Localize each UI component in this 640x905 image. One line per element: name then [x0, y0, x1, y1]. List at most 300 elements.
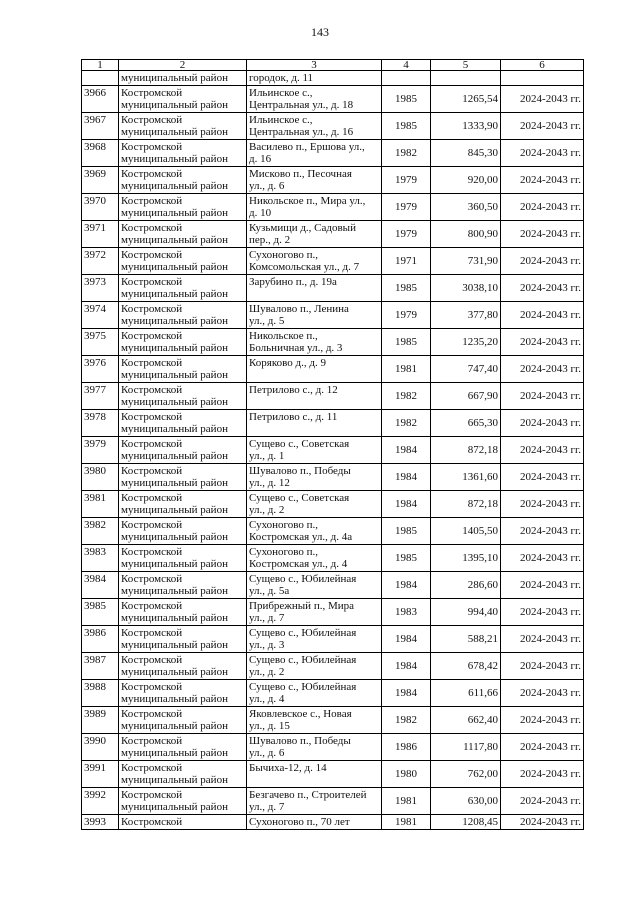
address-cell: [247, 302, 382, 329]
district-cell: [119, 518, 247, 545]
table-row: [82, 545, 584, 572]
district-line: муниципальный район: [121, 315, 228, 327]
address-cell: [247, 275, 382, 302]
address-cell: [247, 707, 382, 734]
period-cell: 2024-2043 гг.: [501, 761, 584, 788]
year-cell: 1979: [382, 302, 431, 329]
area-cell: 920,00: [431, 167, 501, 194]
address-cell: [247, 464, 382, 491]
table-row: [82, 275, 584, 302]
district-cell: [119, 248, 247, 275]
row-number-cell: 3979: [82, 437, 119, 464]
district-cell: [119, 86, 247, 113]
table-row: [82, 707, 584, 734]
table-row: [82, 788, 584, 815]
district-cell: [119, 194, 247, 221]
district-line: муниципальный район: [121, 774, 228, 786]
period-cell: 2024-2043 гг.: [501, 437, 584, 464]
year-cell: 1982: [382, 410, 431, 437]
address-line: Больничная ул., д. 3: [249, 342, 343, 354]
column-header: 6: [501, 60, 584, 71]
address-cell: [247, 518, 382, 545]
row-number-cell: 3984: [82, 572, 119, 599]
table-row: [82, 437, 584, 464]
area-cell: 667,90: [431, 383, 501, 410]
district-line: Костромской: [121, 519, 183, 531]
district-cell: муниципальный район: [119, 71, 247, 86]
year-cell: 1986: [382, 734, 431, 761]
period-cell: 2024-2043 гг.: [501, 545, 584, 572]
table-row: [82, 329, 584, 356]
table-row: [82, 815, 584, 830]
row-number-cell: 3985: [82, 599, 119, 626]
year-cell: 1982: [382, 383, 431, 410]
year-cell: 1984: [382, 464, 431, 491]
area-cell: 1361,60: [431, 464, 501, 491]
district-line: Костромской: [121, 195, 183, 207]
address-cell: [247, 626, 382, 653]
address-cell: городок, д. 11: [247, 71, 382, 86]
address-line: Сущево с., Юбилейная: [249, 654, 357, 666]
table-row: [82, 113, 584, 140]
area-cell: 630,00: [431, 788, 501, 815]
address-line: ул., д. 2: [249, 666, 285, 678]
year-cell: 1981: [382, 815, 431, 830]
district-cell: [119, 626, 247, 653]
period-cell: 2024-2043 гг.: [501, 194, 584, 221]
address-cell: [247, 653, 382, 680]
district-line: муниципальный район: [121, 801, 228, 813]
period-cell: 2024-2043 гг.: [501, 329, 584, 356]
year-cell: 1985: [382, 113, 431, 140]
area-cell: 1208,45: [431, 815, 501, 830]
row-number-cell: 3993: [82, 815, 119, 830]
period-cell: 2024-2043 гг.: [501, 221, 584, 248]
address-line: Безгачево п., Строителей: [249, 789, 367, 801]
address-cell: [247, 734, 382, 761]
address-line: Сущево с., Юбилейная: [249, 627, 357, 639]
period-cell: 2024-2043 гг.: [501, 815, 584, 830]
table-row: [82, 302, 584, 329]
address-cell: [247, 86, 382, 113]
table-row: [82, 761, 584, 788]
address-line: Сухоногово п.,: [249, 249, 319, 261]
address-line: Бычиха-12, д. 14: [249, 762, 327, 774]
district-line: муниципальный район: [121, 612, 228, 624]
address-line: пер., д. 2: [249, 234, 291, 246]
area-cell: 662,40: [431, 707, 501, 734]
period-cell: 2024-2043 гг.: [501, 707, 584, 734]
address-line: ул., д. 5: [249, 315, 285, 327]
address-line: д. 10: [249, 207, 272, 219]
row-number-cell: 3968: [82, 140, 119, 167]
row-number-cell: 3973: [82, 275, 119, 302]
column-header: 1: [82, 60, 119, 71]
district-cell: [119, 761, 247, 788]
district-line: муниципальный район: [121, 585, 228, 597]
address-cell: [247, 491, 382, 518]
district-cell: [119, 356, 247, 383]
address-cell: [247, 383, 382, 410]
district-line: Костромской: [121, 276, 183, 288]
table-row: [82, 518, 584, 545]
district-line: муниципальный район: [121, 261, 228, 273]
year-cell: 1981: [382, 788, 431, 815]
district-line: муниципальный район: [121, 234, 228, 246]
district-line: Костромской: [121, 168, 183, 180]
district-cell: [119, 113, 247, 140]
table-row: [82, 86, 584, 113]
address-cell: [247, 194, 382, 221]
address-cell: [247, 815, 382, 830]
year-cell: 1981: [382, 356, 431, 383]
year-cell: 1979: [382, 167, 431, 194]
district-line: Костромской: [121, 627, 183, 639]
table-row: [82, 167, 584, 194]
district-line: муниципальный район: [121, 639, 228, 651]
address-line: Сухоногово п.,: [249, 546, 319, 558]
row-number-cell: 3974: [82, 302, 119, 329]
district-cell: [119, 383, 247, 410]
address-line: ул., д. 7: [249, 801, 285, 813]
period-cell: 2024-2043 гг.: [501, 653, 584, 680]
address-line: Сухоногово п.,: [249, 519, 319, 531]
year-cell: 1985: [382, 545, 431, 572]
year-cell: 1984: [382, 572, 431, 599]
address-line: Петрилово с., д. 11: [249, 411, 338, 423]
address-line: Яковлевское с., Новая: [249, 708, 352, 720]
address-line: Шувалово п., Ленина: [249, 303, 349, 315]
address-line: Шувалово п., Победы: [249, 735, 351, 747]
year-cell: 1984: [382, 626, 431, 653]
district-line: муниципальный район: [121, 450, 228, 462]
table-row: [82, 572, 584, 599]
address-line: Прибрежный п., Мира: [249, 600, 355, 612]
district-line: муниципальный район: [121, 126, 228, 138]
area-cell: 678,42: [431, 653, 501, 680]
district-line: муниципальный район: [121, 207, 228, 219]
period-cell: 2024-2043 гг.: [501, 410, 584, 437]
page-number: 143: [311, 25, 329, 39]
district-cell: [119, 572, 247, 599]
district-cell: [119, 680, 247, 707]
district-cell: [119, 221, 247, 248]
table-row: [82, 653, 584, 680]
address-line: Василево п., Ершова ул.,: [249, 141, 365, 153]
district-line: Костромской: [121, 789, 183, 801]
district-line: Костромской: [121, 141, 183, 153]
year-cell: 1979: [382, 221, 431, 248]
year-cell: 1980: [382, 761, 431, 788]
address-line: Сущево с., Юбилейная: [249, 573, 357, 585]
area-cell: 665,30: [431, 410, 501, 437]
area-cell: 731,90: [431, 248, 501, 275]
table-row: [82, 383, 584, 410]
district-line: Костромской: [121, 600, 183, 612]
period-cell: 2024-2043 гг.: [501, 464, 584, 491]
address-line: Сущево с., Юбилейная: [249, 681, 357, 693]
row-number-cell: 3991: [82, 761, 119, 788]
address-cell: [247, 113, 382, 140]
table-row: [82, 680, 584, 707]
district-line: Костромской: [121, 708, 183, 720]
district-line: муниципальный район: [121, 396, 228, 408]
address-line: ул., д. 1: [249, 450, 285, 462]
row-number-cell: 3975: [82, 329, 119, 356]
area-cell: 360,50: [431, 194, 501, 221]
year-cell: 1985: [382, 275, 431, 302]
continuation-row: [82, 71, 584, 86]
district-line: муниципальный район: [121, 693, 228, 705]
district-line: Костромской: [121, 438, 183, 450]
period-cell: 2024-2043 гг.: [501, 599, 584, 626]
row-number-cell: 3971: [82, 221, 119, 248]
area-cell: 1395,10: [431, 545, 501, 572]
district-cell: [119, 599, 247, 626]
district-line: муниципальный район: [121, 153, 228, 165]
area-cell: 845,30: [431, 140, 501, 167]
address-line: Комсомольская ул., д. 7: [249, 261, 360, 273]
table-row: [82, 248, 584, 275]
district-line: Костромской: [121, 681, 183, 693]
district-line: Костромской: [121, 411, 183, 423]
district-line: муниципальный район: [121, 288, 228, 300]
period-cell: 2024-2043 гг.: [501, 518, 584, 545]
table-row: [82, 140, 584, 167]
year-cell: 1984: [382, 680, 431, 707]
address-line: Никольское п., Мира ул.,: [249, 195, 366, 207]
column-header: 3: [247, 60, 382, 71]
district-line: Костромской: [121, 465, 183, 477]
area-cell: 1235,20: [431, 329, 501, 356]
address-cell: [247, 329, 382, 356]
row-number-cell: 3982: [82, 518, 119, 545]
row-number-cell: 3988: [82, 680, 119, 707]
district-line: Костромской: [121, 87, 183, 99]
period-cell: 2024-2043 гг.: [501, 140, 584, 167]
address-line: Шувалово п., Победы: [249, 465, 351, 477]
address-line: Ильинское с.,: [249, 114, 313, 126]
address-cell: [247, 599, 382, 626]
district-cell: [119, 788, 247, 815]
area-cell: 588,21: [431, 626, 501, 653]
area-cell: 3038,10: [431, 275, 501, 302]
area-cell: 1265,54: [431, 86, 501, 113]
address-cell: [247, 248, 382, 275]
district-cell: [119, 707, 247, 734]
district-line: Костромской: [121, 654, 183, 666]
district-line: Костромской: [121, 573, 183, 585]
year-cell: 1984: [382, 653, 431, 680]
address-line: ул., д. 6: [249, 747, 285, 759]
district-line: муниципальный район: [121, 99, 228, 111]
year-cell: 1984: [382, 491, 431, 518]
year-cell: 1983: [382, 599, 431, 626]
period-cell: 2024-2043 гг.: [501, 86, 584, 113]
year-cell: [382, 71, 431, 86]
address-line: ул., д. 15: [249, 720, 290, 732]
column-header: 2: [119, 60, 247, 71]
district-line: Костромской: [121, 357, 183, 369]
area-cell: 800,90: [431, 221, 501, 248]
address-line: Зарубино п., д. 19а: [249, 276, 337, 288]
district-line: Костромской: [121, 546, 183, 558]
row-number-cell: 3981: [82, 491, 119, 518]
year-cell: 1979: [382, 194, 431, 221]
address-cell: [247, 788, 382, 815]
row-number-cell: 3980: [82, 464, 119, 491]
column-number-header-row: [82, 60, 584, 71]
district-line: муниципальный район: [121, 180, 228, 192]
district-line: муниципальный район: [121, 369, 228, 381]
area-cell: 872,18: [431, 491, 501, 518]
period-cell: 2024-2043 гг.: [501, 167, 584, 194]
district-cell: [119, 491, 247, 518]
area-cell: 611,66: [431, 680, 501, 707]
row-number-cell: 3987: [82, 653, 119, 680]
district-line: муниципальный район: [121, 666, 228, 678]
row-number-cell: 3989: [82, 707, 119, 734]
address-line: Сущево с., Советская: [249, 492, 350, 504]
period-cell: 2024-2043 гг.: [501, 572, 584, 599]
district-cell: [119, 140, 247, 167]
district-line: муниципальный район: [121, 477, 228, 489]
table-row: [82, 356, 584, 383]
year-cell: 1982: [382, 140, 431, 167]
period-cell: 2024-2043 гг.: [501, 626, 584, 653]
address-cell: [247, 221, 382, 248]
district-line: Костромской: [121, 249, 183, 261]
district-cell: [119, 275, 247, 302]
table-row: [82, 599, 584, 626]
period-cell: 2024-2043 гг.: [501, 275, 584, 302]
year-cell: 1985: [382, 518, 431, 545]
address-line: Петрилово с., д. 12: [249, 384, 338, 396]
area-cell: 286,60: [431, 572, 501, 599]
address-line: ул., д. 4: [249, 693, 285, 705]
area-cell: 994,40: [431, 599, 501, 626]
district-cell: [119, 410, 247, 437]
column-header: 5: [431, 60, 501, 71]
district-line: Костромской: [121, 303, 183, 315]
area-cell: 1117,80: [431, 734, 501, 761]
area-cell: 762,00: [431, 761, 501, 788]
district-line: Костромской: [121, 762, 183, 774]
address-line: ул., д. 5а: [249, 585, 290, 597]
row-number-cell: 3977: [82, 383, 119, 410]
address-cell: [247, 761, 382, 788]
row-number-cell: 3970: [82, 194, 119, 221]
address-line: Коряково д., д. 9: [249, 357, 326, 369]
district-cell: [119, 545, 247, 572]
period-cell: 2024-2043 гг.: [501, 113, 584, 140]
area-cell: 377,80: [431, 302, 501, 329]
address-line: Кузьмищи д., Садовый: [249, 222, 356, 234]
district-line: муниципальный район: [121, 531, 228, 543]
year-cell: 1971: [382, 248, 431, 275]
year-cell: 1985: [382, 86, 431, 113]
district-line: муниципальный район: [121, 558, 228, 570]
table-row: [82, 734, 584, 761]
district-line: Костромской: [121, 816, 183, 828]
district-line: Костромской: [121, 384, 183, 396]
housing-register-table: [81, 59, 584, 830]
address-line: Центральная ул., д. 16: [249, 126, 354, 138]
row-number-cell: 3986: [82, 626, 119, 653]
district-line: Костромской: [121, 735, 183, 747]
area-cell: 747,40: [431, 356, 501, 383]
row-number-cell: 3992: [82, 788, 119, 815]
area-cell: 1405,50: [431, 518, 501, 545]
row-number-cell: 3972: [82, 248, 119, 275]
address-line: Ильинское с.,: [249, 87, 313, 99]
address-line: ул., д. 12: [249, 477, 290, 489]
period-cell: 2024-2043 гг.: [501, 734, 584, 761]
row-number-cell: 3966: [82, 86, 119, 113]
period-cell: 2024-2043 гг.: [501, 788, 584, 815]
address-line: Сущево с., Советская: [249, 438, 350, 450]
district-line: муниципальный район: [121, 423, 228, 435]
district-cell: [119, 734, 247, 761]
address-cell: [247, 572, 382, 599]
row-number-cell: 3978: [82, 410, 119, 437]
period-cell: 2024-2043 гг.: [501, 248, 584, 275]
address-line: ул., д. 3: [249, 639, 285, 651]
area-cell: [431, 71, 501, 86]
table-body: [82, 60, 584, 830]
period-cell: 2024-2043 гг.: [501, 383, 584, 410]
district-cell: [119, 815, 247, 830]
address-line: Никольское п.,: [249, 330, 318, 342]
table-row: [82, 410, 584, 437]
table-row: [82, 221, 584, 248]
year-cell: 1982: [382, 707, 431, 734]
district-line: муниципальный район: [121, 504, 228, 516]
table-row: [82, 464, 584, 491]
district-line: муниципальный район: [121, 720, 228, 732]
period-cell: 2024-2043 гг.: [501, 680, 584, 707]
address-cell: [247, 356, 382, 383]
address-line: д. 16: [249, 153, 272, 165]
address-line: Центральная ул., д. 18: [249, 99, 354, 111]
district-line: Костромской: [121, 330, 183, 342]
row-number-cell: 3976: [82, 356, 119, 383]
year-cell: 1985: [382, 329, 431, 356]
district-cell: [119, 329, 247, 356]
district-cell: [119, 302, 247, 329]
area-cell: 872,18: [431, 437, 501, 464]
district-line: Костромской: [121, 492, 183, 504]
row-number-cell: [82, 71, 119, 86]
address-line: Мисково п., Песочная: [249, 168, 352, 180]
address-line: ул., д. 6: [249, 180, 285, 192]
table-row: [82, 626, 584, 653]
district-cell: [119, 437, 247, 464]
address-line: ул., д. 2: [249, 504, 285, 516]
row-number-cell: 3967: [82, 113, 119, 140]
address-line: Костромская ул., д. 4: [249, 558, 348, 570]
area-cell: 1333,90: [431, 113, 501, 140]
table-row: [82, 491, 584, 518]
district-line: муниципальный район: [121, 747, 228, 759]
row-number-cell: 3969: [82, 167, 119, 194]
district-line: Костромской: [121, 114, 183, 126]
address-cell: [247, 437, 382, 464]
table-row: [82, 194, 584, 221]
district-cell: [119, 464, 247, 491]
address-cell: [247, 140, 382, 167]
column-header: 4: [382, 60, 431, 71]
